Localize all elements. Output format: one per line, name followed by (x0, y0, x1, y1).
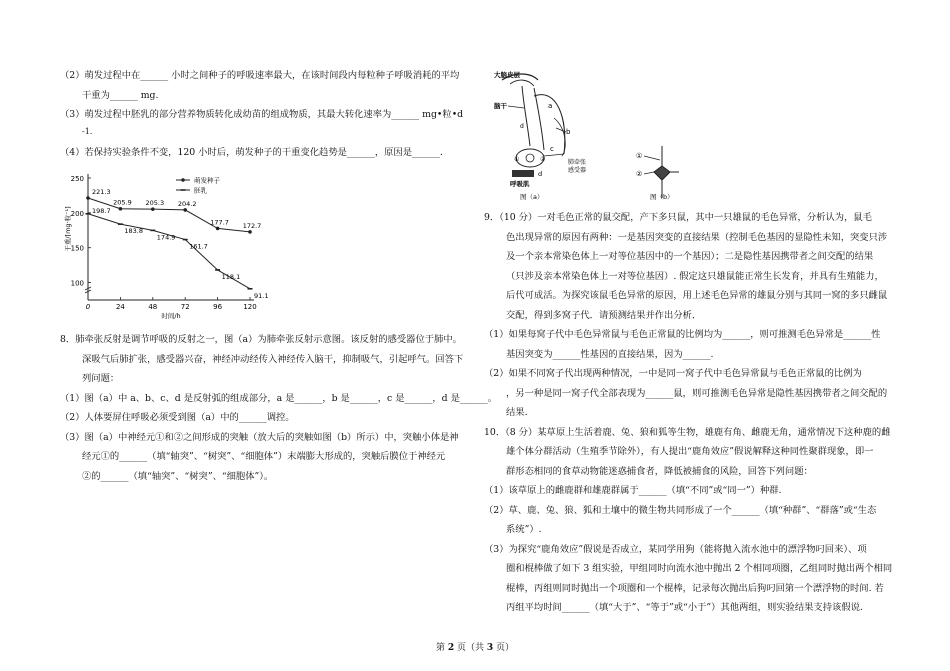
fig-label-d-top: d (520, 123, 524, 130)
data-label: 174.9 (156, 233, 176, 242)
fig-caption-a: 图（a） (520, 193, 544, 201)
data-label: 221.3 (92, 188, 111, 197)
fig-num1-a: ① (514, 156, 520, 163)
q9-line-2: 及一个亲本常染色体上一对等位基因中的一个基因）；二是隐性基因携带者之间交配的结果 (506, 251, 874, 262)
question-9 (484, 208, 889, 423)
q10-line-7: 圈和棍棒做了如下 3 组实验，甲组同时向流水池中抛出 2 个相同项圈，乙组同时抛出两个相同 (506, 563, 893, 574)
q8-line-5: （3）图（a）中神经元①和②之间形成的突触（放大后的突触如图（b）所示）中，突触小体是神 (60, 431, 459, 443)
q8-line-4: （2）人体要屏住呼吸必须受到图（a）中的______调控。 (60, 412, 295, 423)
q7-sub3-line2: -1. (82, 126, 93, 136)
q8-line-2: 列问题： (82, 373, 120, 384)
y-tick-label: 100 (70, 279, 84, 288)
q7-sub2-line1: （2）萌发过程中在______ 小时之间种子的呼吸速率最大，在该时间段内每粒种子呼吸消耗的平均 (60, 70, 460, 81)
legend-marker (181, 178, 185, 182)
q9-line-0: 9．（10 分）一对毛色正常的鼠交配，产下多只鼠，其中一只雄鼠的毛色异常，分析认为，鼠毛 (484, 212, 872, 223)
nerve-a (534, 88, 544, 150)
y-tick-label: 250 (70, 175, 84, 183)
data-point (119, 207, 123, 211)
data-label: 198.7 (92, 206, 111, 215)
x-tick-label: 120 (243, 303, 257, 311)
right-column (484, 208, 893, 618)
x-tick-label: 0 (85, 303, 91, 311)
fig-label-a: a (548, 102, 553, 110)
data-point (216, 227, 220, 231)
q10-line-9: 丙组平均时间______（填“大于”、“等于”或“小于”）其他两组，则实验结果支持该假说. (506, 602, 863, 613)
q10-line-0: 10．（8 分）某草原上生活着鹿、兔、狼和狐等生物，雄鹿有角、雌鹿无角，通常情况下这种鹿的雌 (484, 426, 891, 438)
num2-pointer (644, 172, 654, 174)
q10-line-3: （1）该草原上的雌鹿群和雄鹿群属于______（填“不同”或“同一”）种群. (484, 485, 782, 496)
data-label: 118.1 (221, 272, 241, 281)
x-tick-label: 72 (180, 303, 190, 311)
fig-num1-b: ① (636, 152, 643, 160)
fig-label-lung-stretch: 肺牵张 (568, 159, 587, 166)
x-tick-label: 96 (213, 303, 223, 311)
y-tick-label: 150 (70, 244, 84, 253)
footer-page-number: 2 (447, 643, 455, 653)
nerve-d (522, 86, 530, 146)
q8-line-6: 经元①的______（填“轴突”、“树突”、“细胞体”）末端膨大形成的，突触后膜位于神经元 (82, 451, 446, 462)
data-point (151, 207, 155, 211)
x-axis-label: 时间/h (161, 312, 181, 320)
question-8 (60, 330, 498, 486)
q10-line-2: 群形态相同的食草动物能迷惑捕食者，降低被捕食的风险，回答下列问题： (506, 465, 813, 477)
data-label: 177.7 (210, 218, 229, 227)
fig-label-c: c (550, 145, 554, 153)
q9-line-5: 交配，得到多窝子代．请预测结果并作出分析． (506, 309, 702, 321)
q8-line-7: ②的______（填“轴突”、“树突”、“细胞体”）。 (82, 470, 274, 482)
q10-line-8: 棍棒，丙组则同时抛出一个项圈和一个棍棒，记录每次抛出后狗叼回第一个漂浮物的时间. 若 (506, 582, 884, 594)
chart-series (86, 188, 269, 300)
chart-legend (176, 176, 221, 195)
chart-ticks (63, 175, 257, 320)
legend-label: 萌发种子 (194, 176, 220, 185)
q9-line-8: （2）如果不同窝子代出现两种情况，一中是同一窝子代中毛色异常鼠与毛色正常鼠的比例为 (484, 368, 862, 379)
data-point (183, 208, 187, 212)
q9-line-1: 色出现异常的原因有两种：一是基因突变的直接结果（控制毛色基因的显隐性未知，突变只涉 (506, 231, 888, 243)
q8-line-3: （1）图（a）中 a、b、c、d 是反射弧的组成部分，a 是______，b 是______，c 是______，d 是______。 (60, 392, 498, 404)
footer-prefix: 第 (435, 643, 448, 653)
fig-num2-b: ② (636, 170, 643, 178)
data-label: 204.2 (177, 199, 197, 208)
brainstem-pointer (508, 106, 524, 108)
num1-pointer (644, 156, 660, 160)
data-label: 205.9 (113, 198, 132, 207)
fig-caption-b: 图（b） (650, 193, 674, 201)
q9-line-9: ，另一种是同一窝子代全部表现为______鼠，则可推测毛色异常是隐性基因携带者之间交配的 (506, 387, 888, 399)
q9-line-6: （1）如果每窝子代中毛色异常鼠与毛色正常鼠的比例均为______，则可推测毛色异常是______性 (484, 329, 881, 340)
reflex-figures (494, 68, 724, 207)
footer-mid: 页（共 (454, 643, 487, 653)
q10-line-4: （2）草、鹿、兔、狼、狐和土壤中的微生物共同形成了一个______（填“种群”、“群落”或“生态 (484, 504, 877, 516)
c-pointer (544, 154, 564, 156)
chart-svg (58, 168, 268, 320)
q10-line-5: 系统”）. (506, 524, 542, 535)
page-footer (0, 640, 950, 653)
q7-sub2-line2: 干重为______ mg. (82, 89, 159, 101)
footer-total-pages: 3 (486, 643, 494, 653)
fig-label-brainstem: 脑干 (494, 102, 507, 110)
q8-line-1: 深吸气后肺扩张，感受器兴奋，神经冲动经传入神经传入脑干，抑制吸气，引起呼气。回答下 (82, 353, 464, 365)
q7-sub3-line1: （3）萌发过程中胚乳的部分营养物质转化成幼苗的组成物质，其最大转化速率为______ mg•粒•d (60, 109, 464, 120)
data-label: 172.7 (242, 221, 262, 230)
data-label: 161.7 (189, 242, 208, 251)
data-label: 183.8 (124, 227, 144, 236)
data-label: 91.1 (254, 291, 268, 300)
footer-end: 页） (493, 643, 514, 653)
fig-label-b: b (566, 128, 571, 136)
x-tick-label: 48 (148, 303, 158, 311)
synapse-shape (654, 166, 670, 180)
q9-line-4: 后代可成活。为探究该鼠毛色异常的原因，用上述毛色异常的雄鼠分别与其同一窝的多只雌鼠 (506, 290, 888, 301)
figure-svg (494, 68, 724, 203)
spinal-center (526, 154, 534, 162)
fig-label-d: d (538, 170, 543, 178)
fig-label-cortex: 大脑皮层 (494, 71, 520, 79)
legend-label: 胚乳 (194, 186, 207, 195)
dry-weight-chart (58, 168, 268, 324)
y-axis-label: 干重/[mg·粒⁻¹] (64, 206, 72, 252)
y-tick-label: 200 (70, 209, 84, 218)
data-point (86, 196, 90, 200)
data-label: 205.3 (145, 199, 165, 208)
respiratory-muscle (512, 170, 534, 177)
q9-line-7: 基因突变为______性基因的直接结果，因为______. (506, 348, 714, 360)
q10-line-1: 雄个体分群活动（生殖季节除外），有人提出“鹿角效应”假说解释这种同性聚群现象，即一 (506, 446, 874, 457)
brain-inner (510, 80, 534, 86)
fig-label-receptor: 感受器 (568, 167, 587, 174)
data-point (248, 230, 252, 234)
q9-line-3: （只涉及亲本常染色体上一对等位基因）. 假定这只雄鼠能正常生长发育，并具有生殖能力， (506, 270, 884, 282)
fig-label-muscle: 呼吸肌 (510, 180, 530, 188)
left-column (60, 66, 480, 162)
question-10 (484, 423, 893, 618)
x-tick-label: 24 (115, 303, 125, 311)
fig-num2-a: ② (540, 156, 546, 163)
q7-sub4: （4）若保持实验条件不变，120 小时后，萌发种子的干重变化趋势是______，原因是______. (60, 146, 443, 158)
q8-line-0: 8．肺牵张反射是调节呼吸的反射之一，图（a）为肺牵张反射示意图。该反射的感受器位于肺中。 (60, 334, 462, 345)
q9-line-10: 结果. (506, 407, 528, 418)
q10-line-6: （3）为探究“鹿角效应”假说是否成立，某同学用狗（能将抛入流水池中的漂浮物叼回来）、项 (484, 543, 867, 555)
